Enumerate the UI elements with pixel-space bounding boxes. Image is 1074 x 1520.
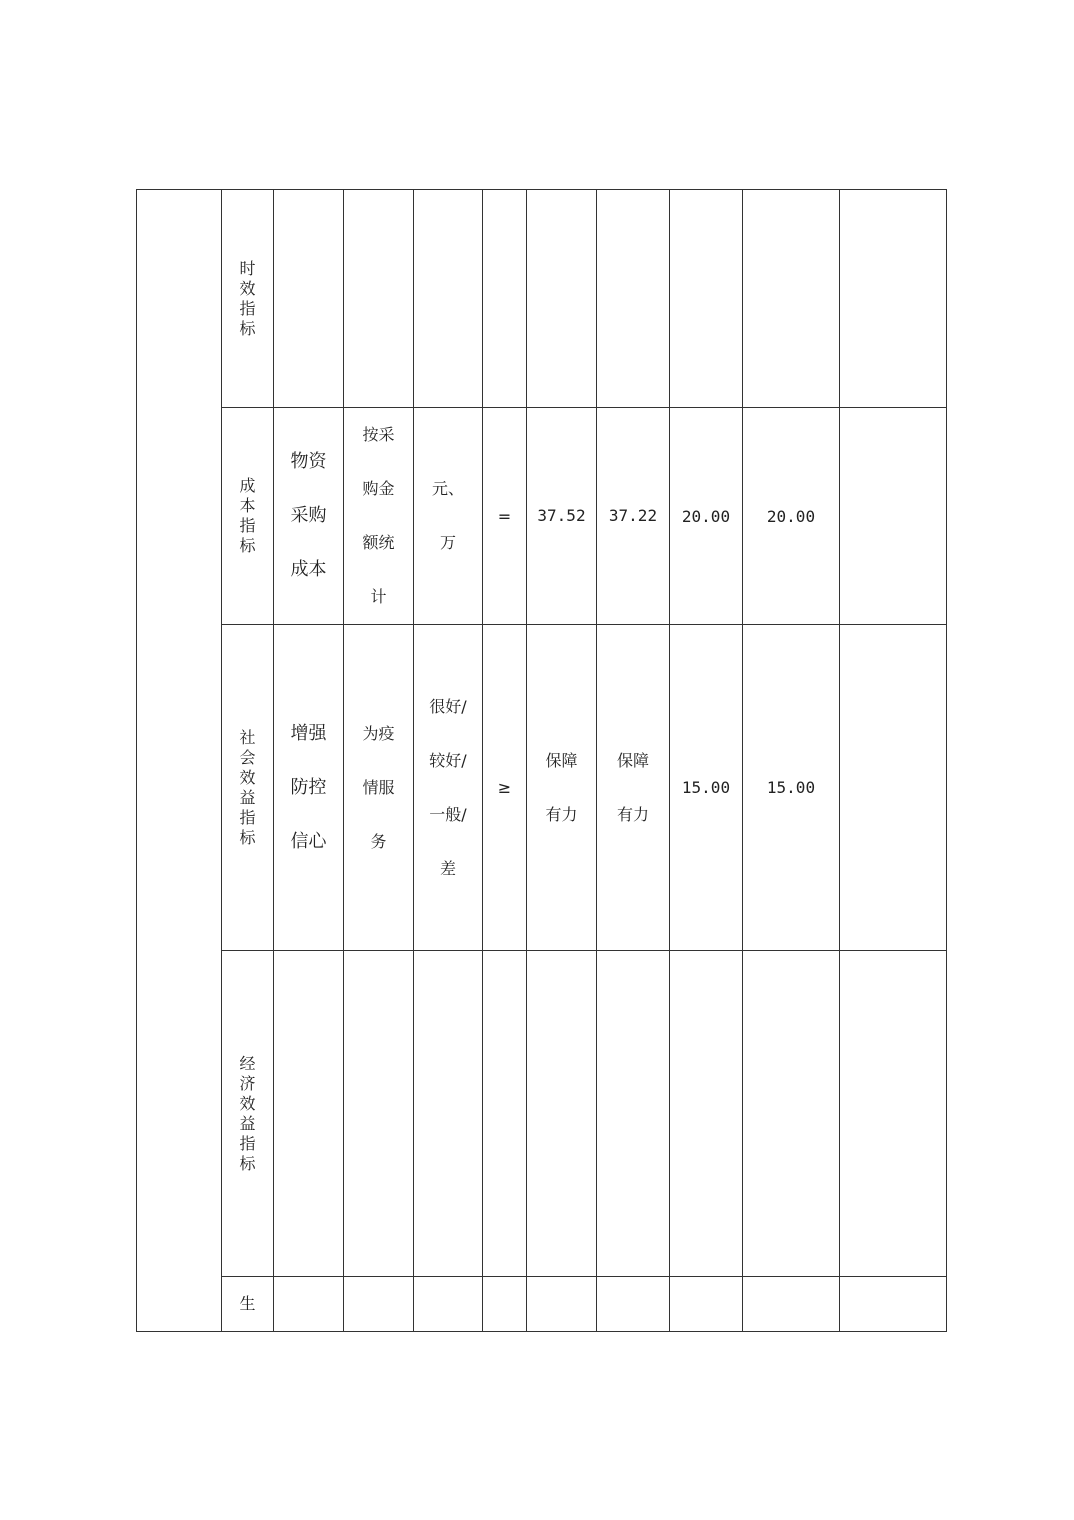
actual-value-line: 有力: [616, 804, 649, 824]
target-value-cell: [527, 1277, 597, 1332]
category-char: 益: [239, 1113, 256, 1133]
category-char: 标: [239, 536, 256, 555]
indicator-cell: [274, 625, 344, 951]
actual-value-line: 37.22: [608, 506, 658, 525]
target-value-cell: [527, 408, 597, 625]
operator-cell: ≥: [483, 625, 527, 951]
category-cell: [222, 1277, 274, 1332]
category-char: 济: [239, 1073, 256, 1093]
indicator-cell: [274, 408, 344, 625]
method-line: 按采: [362, 425, 395, 444]
category-char: 指: [239, 516, 256, 535]
method-line: 计: [370, 587, 387, 606]
remark-cell: [840, 1277, 947, 1332]
score-cell: 20.00: [670, 408, 743, 625]
method-cell: [344, 625, 414, 951]
operator-cell: [483, 190, 527, 408]
category-label: [222, 259, 273, 339]
category-cell: [222, 190, 274, 408]
indicator-line: 增强: [290, 722, 327, 744]
category-char: 时: [239, 258, 256, 278]
score-obtained-cell: [743, 951, 840, 1277]
table-row: [137, 408, 947, 625]
score-obtained-cell: 20.00: [743, 408, 840, 625]
indicator-cell: [274, 190, 344, 408]
indicator-cell: [274, 1277, 344, 1332]
category-char: 指: [239, 807, 256, 827]
method-cell: [344, 408, 414, 625]
table-row: [137, 190, 947, 408]
category-label: [222, 476, 273, 556]
score-obtained-cell: [743, 190, 840, 408]
category-char: 标: [239, 1153, 256, 1173]
remark-cell: [840, 190, 947, 408]
category-label: [222, 728, 273, 848]
unit-line: 一般/: [429, 804, 467, 824]
category-label: [222, 1294, 273, 1314]
category-char: 经: [239, 1053, 256, 1073]
unit-cell: [414, 951, 483, 1277]
score-cell: [670, 1277, 743, 1332]
category-char: 社: [239, 727, 256, 747]
indicator-line: 物资: [290, 451, 327, 472]
actual-value-cell: [597, 1277, 670, 1332]
level1-category-cell: [137, 190, 222, 1332]
operator-cell: [483, 1277, 527, 1332]
category-char: 效: [239, 278, 256, 298]
unit-cell: [414, 408, 483, 625]
method-cell: [344, 1277, 414, 1332]
category-label: [222, 1054, 273, 1174]
method-line: 为疫: [362, 723, 395, 743]
unit-cell: [414, 190, 483, 408]
actual-value-line: 保障: [616, 750, 649, 770]
indicator-cell: [274, 951, 344, 1277]
performance-indicator-table: [136, 189, 947, 1332]
unit-cell: [414, 625, 483, 951]
target-value-line: 保障: [545, 750, 578, 770]
target-value-line: 37.52: [537, 506, 586, 525]
unit-line: 万: [439, 533, 456, 552]
operator-cell: [483, 951, 527, 1277]
operator-cell: =: [483, 408, 527, 625]
actual-value-cell: [597, 625, 670, 951]
category-char: 指: [239, 1133, 256, 1153]
unit-line: 差: [439, 858, 456, 878]
target-value-line: 有力: [545, 804, 578, 824]
category-char: 会: [239, 747, 256, 767]
category-cell: [222, 951, 274, 1277]
method-line: 情服: [362, 777, 395, 797]
method-line: 务: [370, 831, 387, 851]
score-obtained-cell: 15.00: [743, 625, 840, 951]
method-cell: [344, 951, 414, 1277]
indicator-line: 采购: [290, 505, 327, 526]
score-cell: 15.00: [670, 625, 743, 951]
method-cell: [344, 190, 414, 408]
unit-line: 较好/: [429, 750, 467, 770]
unit-cell: [414, 1277, 483, 1332]
indicator-line: 防控: [290, 776, 327, 798]
unit-line: 很好/: [429, 696, 467, 716]
method-line: 购金: [362, 479, 395, 498]
score-cell: [670, 190, 743, 408]
category-cell: [222, 408, 274, 625]
category-char: 指: [239, 298, 256, 318]
category-char: 本: [239, 496, 256, 515]
indicator-line: 成本: [290, 559, 327, 580]
table-row: [137, 951, 947, 1277]
target-value-cell: [527, 951, 597, 1277]
category-char: 生: [239, 1294, 256, 1313]
score-cell: [670, 951, 743, 1277]
actual-value-cell: [597, 408, 670, 625]
actual-value-cell: [597, 951, 670, 1277]
table-row: [137, 625, 947, 951]
actual-value-cell: [597, 190, 670, 408]
table-row: [137, 1277, 947, 1332]
indicator-line: 信心: [290, 830, 327, 852]
remark-cell: [840, 951, 947, 1277]
target-value-cell: [527, 190, 597, 408]
unit-line: 元、: [431, 479, 464, 498]
remark-cell: [840, 408, 947, 625]
category-char: 标: [239, 827, 256, 847]
remark-cell: [840, 625, 947, 951]
target-value-cell: [527, 625, 597, 951]
category-char: 效: [239, 767, 256, 787]
category-char: 成: [239, 476, 256, 495]
category-char: 益: [239, 787, 256, 807]
category-char: 效: [239, 1093, 256, 1113]
method-line: 额统: [362, 533, 395, 552]
category-cell: [222, 625, 274, 951]
category-char: 标: [239, 318, 256, 338]
score-obtained-cell: [743, 1277, 840, 1332]
